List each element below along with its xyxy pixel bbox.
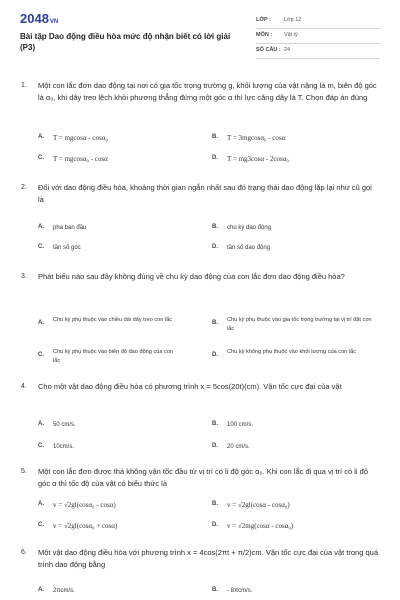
option-text: T = mgcosα - cosα₀ xyxy=(53,134,108,142)
question-text: Phát biểu nào sau đây không đúng về chu kỳ dao động của con lắc đơn dao động điều hòa? xyxy=(38,272,345,281)
question-number: 2. xyxy=(21,184,27,191)
question-text: Đối với dao động điều hòa, khoảng thời gian ngắn nhất sau đó trạng thái dao động lặp lại như cũ gọi là xyxy=(38,183,372,204)
meta-class-label: LỚP : xyxy=(256,17,271,23)
option-letter: B. xyxy=(212,134,218,140)
option-text: T = mgcosα₀ - cosα xyxy=(53,155,108,163)
option-text: 10cm/s. xyxy=(53,444,75,450)
option-letter: C. xyxy=(38,244,44,250)
option-text: 100 cm/s. xyxy=(227,422,254,428)
option-letter: B. xyxy=(212,421,218,427)
option-text: T = mg3cosα - 2cosα₀ xyxy=(227,155,289,163)
meta-subject-label: MÔN : xyxy=(256,32,273,38)
question-text: Cho một vật dao động điều hòa có phương trình x = 5cos(20t)(cm). Vận tốc cực đại của vật xyxy=(38,382,342,391)
option-text: Chu kỳ không phụ thuộc vào khối lượng của con lắc xyxy=(227,349,357,355)
option-text: Chu kỳ phụ thuộc vào gia tốc trọng trường tại vị trí đặt con lắc xyxy=(227,317,372,332)
option-letter: C. xyxy=(38,443,44,449)
meta-subject-value: Vật lý xyxy=(284,32,298,38)
option-letter: C. xyxy=(38,352,44,358)
option-letter: D. xyxy=(212,352,218,358)
option-letter: A. xyxy=(38,587,44,593)
option-text: 50 cm/s. xyxy=(53,422,76,428)
option-text: v = √2mg(cosα - cosα₀) xyxy=(227,522,294,530)
option-text: 2πcm/s. xyxy=(53,588,75,594)
option-text: v = √2gl(cosα - cosα₀) xyxy=(227,501,290,509)
question-number: 6. xyxy=(21,549,27,556)
option-text: v = √2gl(cosα₀ - cosα) xyxy=(53,501,116,509)
option-letter: B. xyxy=(212,224,218,230)
option-text: Chu kỳ phụ thuộc vào chiều dài dây treo con lắc xyxy=(53,317,173,323)
option-letter: B. xyxy=(212,587,218,593)
option-text: Chu kỳ phụ thuộc vào biên độ dao động của con lắc xyxy=(53,349,174,364)
question-text: Một con lắc đơn được thả không vận tốc đầu từ vị trí có li độ góc α₀. Khi con lắc đi qua vị trí có li độ góc α thì tốc độ của vật có biểu thức là xyxy=(38,467,368,488)
question-text: Một vật dao động điều hòa với phương trình x = 4cos(2πt + π/2)cm. Vận tốc cực đại của vật trong quá trình dao động bằng xyxy=(38,548,378,569)
option-letter: C. xyxy=(38,155,44,161)
option-text: v = √2gl(cosα₀ + cosα) xyxy=(53,522,118,530)
option-letter: C. xyxy=(38,522,44,528)
option-letter: B. xyxy=(212,501,218,507)
meta-subject xyxy=(256,29,380,44)
logo-text: 2048 xyxy=(20,11,49,26)
option-text: tần số dao động xyxy=(227,245,271,251)
option-letter: A. xyxy=(38,134,44,140)
option-letter: D. xyxy=(212,522,218,528)
option-letter: D. xyxy=(212,244,218,250)
option-letter: D. xyxy=(212,155,218,161)
question-number: 4. xyxy=(21,383,27,390)
question-number: 1. xyxy=(21,82,27,89)
option-letter: A. xyxy=(38,320,44,326)
document-title: Bài tập Dao động điều hòa mức độ nhận biết có lời giải (P3) xyxy=(20,32,231,52)
option-letter: A. xyxy=(38,224,44,230)
question-number: 3. xyxy=(21,273,27,280)
site-logo[interactable] xyxy=(20,11,58,26)
meta-count xyxy=(256,44,380,59)
option-text: pha ban đầu xyxy=(53,225,87,231)
option-text: 20 cm/s. xyxy=(227,444,250,450)
option-letter: A. xyxy=(38,501,44,507)
logo-suffix: VN xyxy=(49,19,59,25)
option-letter: A. xyxy=(38,421,44,427)
option-text: chu kỳ dao động xyxy=(227,225,272,231)
header xyxy=(0,0,400,70)
option-letter: B. xyxy=(212,320,218,326)
option-text: T = 3mgcosα₀ - cosα xyxy=(227,134,286,142)
option-letter: D. xyxy=(212,443,218,449)
meta-count-label: SỐ CÂU : xyxy=(256,47,281,53)
question-number: 5. xyxy=(21,468,27,475)
option-text: - 8πcm/s. xyxy=(227,588,253,594)
question-text: Một con lắc đơn dao động tại nơi có gia tốc trọng trường g, khối lượng của vật nặng là m, biên độ góc là α₀, khi dây treo lệch khỏi phương thẳng đứng một góc α thì lực căng dây là T. Chọn đáp án đúng xyxy=(38,81,377,102)
meta-class-value: Lớp 12 xyxy=(284,17,302,23)
meta-class xyxy=(256,14,380,29)
option-text: tần số góc xyxy=(53,245,81,251)
meta-count-value: 24 xyxy=(284,47,291,53)
